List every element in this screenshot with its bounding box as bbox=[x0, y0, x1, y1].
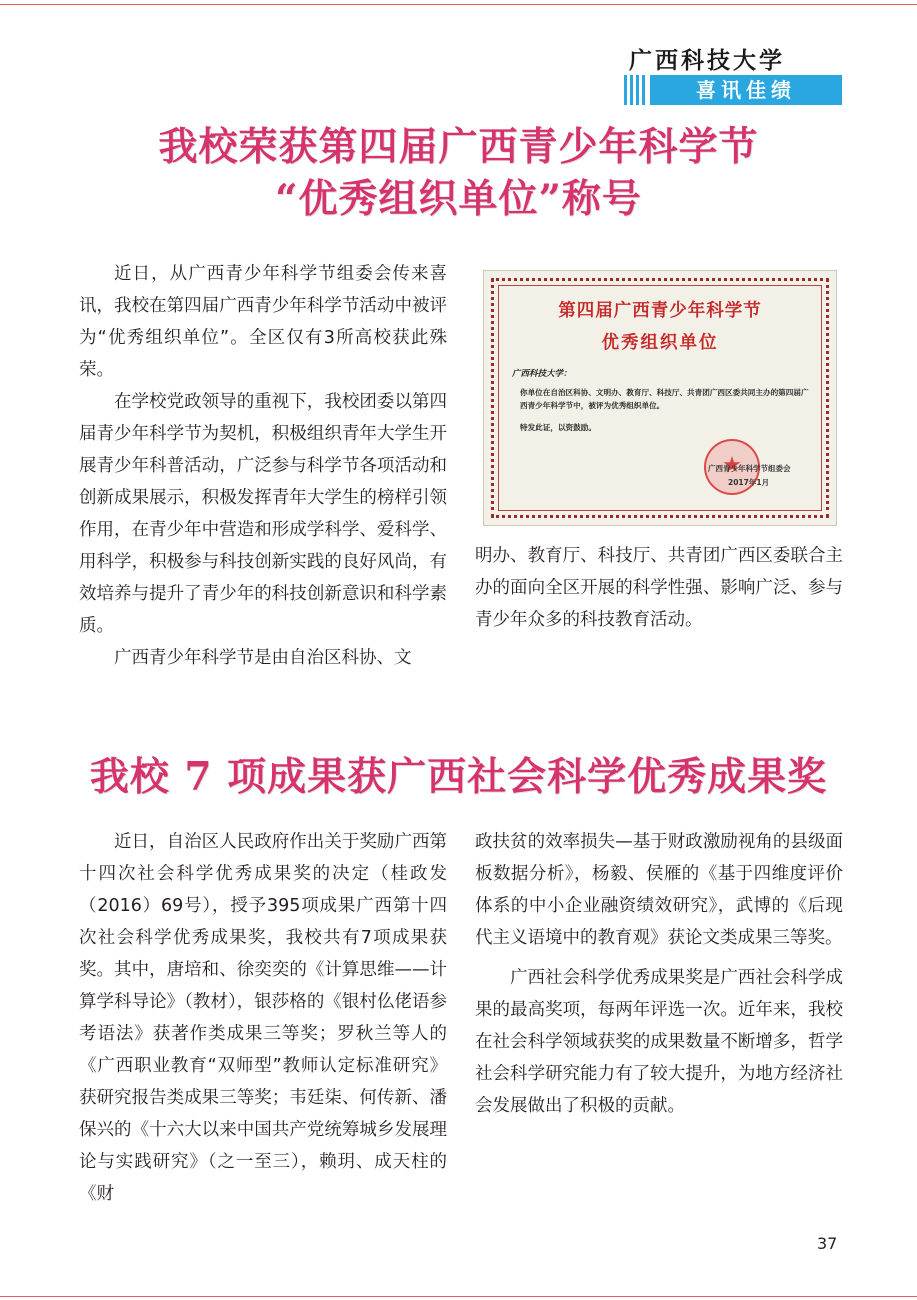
university-name: 广西科技大学 bbox=[629, 47, 785, 74]
certificate-date: 2017年1月 bbox=[728, 478, 770, 487]
top-rule bbox=[0, 4, 917, 5]
certificate-image bbox=[484, 271, 836, 525]
section-tag: 喜讯佳绩 bbox=[650, 75, 842, 105]
article2-right-column bbox=[475, 826, 843, 1122]
article1-left-column bbox=[79, 258, 447, 674]
bottom-rule bbox=[0, 1296, 917, 1297]
paragraph: 近日，从广西青少年科学节组委会传来喜讯，我校在第四届广西青少年科学节活动中被评为“优秀组织单位”。全区仅有3所高校获此殊荣。 bbox=[79, 264, 448, 380]
certificate-recipient: 广西科技大学： bbox=[512, 369, 572, 379]
article2-left-column bbox=[79, 826, 447, 1210]
certificate-body: 你单位在自治区科协、文明办、教育厅、科技厅、共青团广西区委共同主办的第四届广西青少年科学节中，被评为优秀组织单位。 bbox=[520, 388, 809, 410]
paragraph: 政扶贫的效率损失—基于财政激励视角的县级面板数据分析》，杨毅、侯雁的《基于四维度评价体系的中小企业融资绩效研究》，武博的《后现代主义语境中的教育观》获论文类成果三等奖。 bbox=[475, 832, 844, 948]
article1-title-line1: 我校荣获第四届广西青少年科学节 bbox=[158, 124, 759, 170]
certificate-title: 第四届广西青少年科学节 bbox=[558, 301, 762, 321]
paragraph: 明办、教育厅、科技厅、共青团广西区委联合主办的面向全区开展的科学性强、影响广泛、参与青少年众多的科技教育活动。 bbox=[475, 546, 844, 630]
certificate-issuer: 广西青少年科学节组委会 bbox=[708, 464, 791, 473]
paragraph: 在学校党政领导的重视下，我校团委以第四届青少年科学节为契机，积极组织青年大学生开展青少年科普活动，广泛参与科学节各项活动和创新成果展示，积极发挥青年大学生的榜样引领作用，在青少年中营造和形成学科学、爱科学、用科学，积极参与科技创新实践的良好风尚，有效培养与提升了青少年的科技创新意识和科学素质。 bbox=[79, 392, 448, 636]
certificate-subtitle: 优秀组织单位 bbox=[601, 333, 719, 353]
article2-title: 我校 7 项成果获广西社会科学优秀成果奖 bbox=[89, 754, 828, 800]
article1-right-column bbox=[475, 540, 843, 636]
paragraph: 广西青少年科学节是由自治区科协、文 bbox=[114, 648, 412, 668]
stripe-decoration bbox=[624, 75, 648, 105]
certificate-note: 特发此证，以资鼓励。 bbox=[520, 423, 596, 432]
page-number: 37 bbox=[817, 1234, 838, 1253]
paragraph: 近日，自治区人民政府作出关于奖励广西第十四次社会科学优秀成果奖的决定（桂政发（2016）69号），授予395项成果广西第十四次社会科学优秀成果奖，我校共有7项成果获奖。其中，唐培和、徐奕奕的《计算思维——计算学科导论》（教材），银莎格的《银村仫佬语参考语法》获著作类成果三等奖；罗秋兰等人的《广西职业教育“双师型”教师认定标准研究》获研究报告类成果三等奖；韦廷柒、何传新、潘保兴的《十六大以来中国共产党统筹城乡发展理论与实践研究》（之一至三），赖玥、成天柱的《财 bbox=[79, 832, 448, 1204]
paragraph: 广西社会科学优秀成果奖是广西社会科学成果的最高奖项，每两年评选一次。近年来，我校在社会科学领域获奖的成果数量不断增多，哲学社会科学研究能力有了较大提升，为地方经济社会发展做出了积极的贡献。 bbox=[475, 968, 844, 1116]
article1-title-line2: “优秀组织单位”称号 bbox=[275, 176, 642, 222]
